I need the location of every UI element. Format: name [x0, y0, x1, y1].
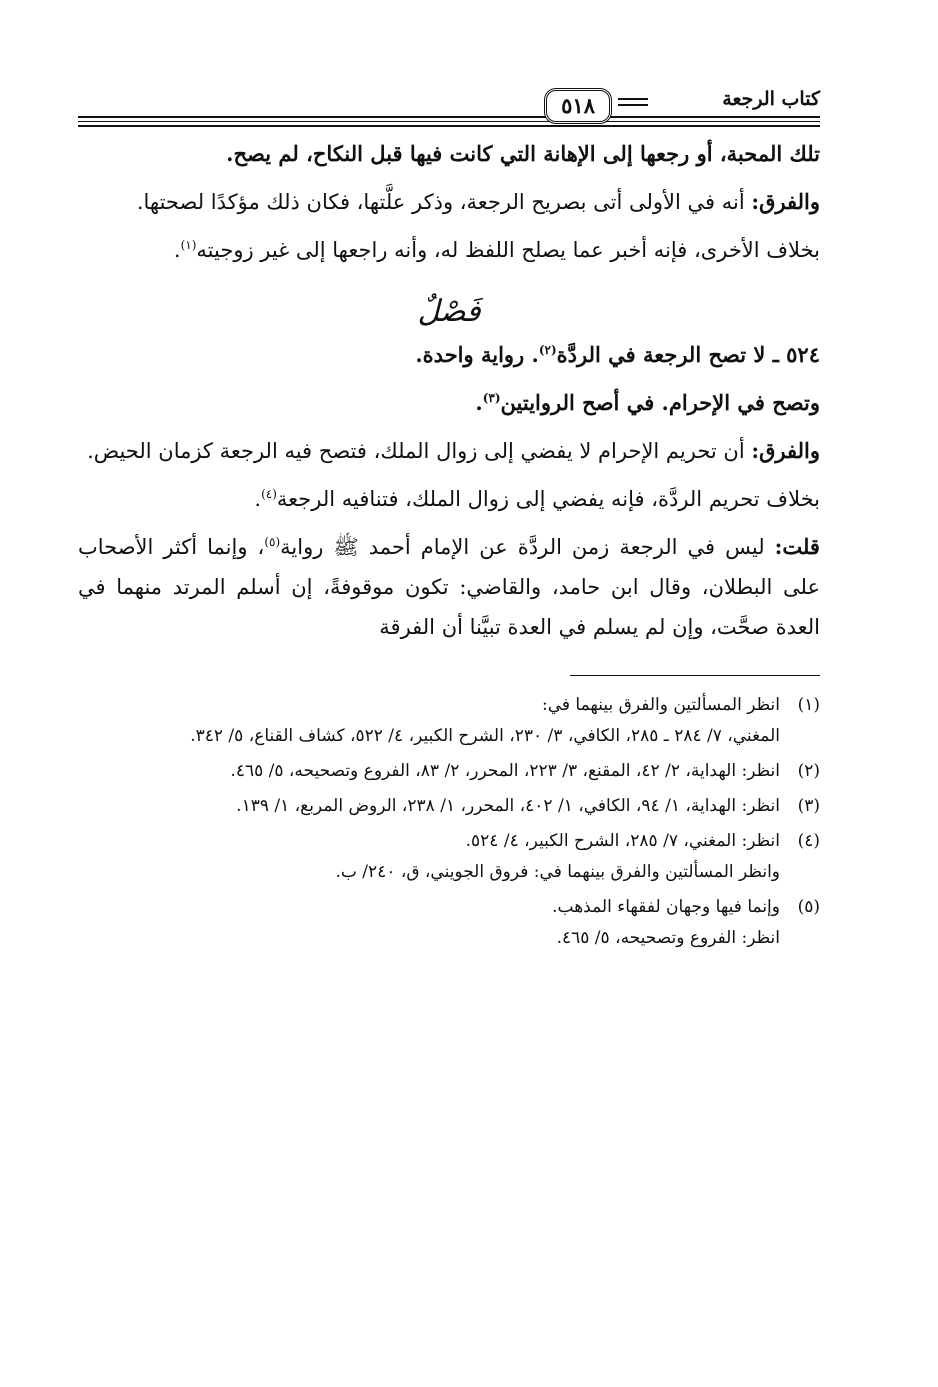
paragraph-lead: قلت: [774, 534, 820, 559]
paragraph [78, 134, 820, 174]
paragraph-end: . [254, 487, 262, 511]
footnote-marker: (٤) [261, 487, 277, 501]
footnote-number: (٢) [797, 761, 820, 781]
footnote-marker: (٣) [482, 391, 501, 405]
footnote-number: (٥) [797, 897, 820, 917]
footnote-line: وانظر المسألتين والفرق بينهما في: فروق الجويني، ق، ٢٤٠/ ب. [335, 862, 780, 882]
header-rule [78, 121, 820, 122]
header-ornament [618, 98, 648, 100]
paragraph-text: بخلاف تحريم الردَّة، فإنه يفضي إلى زوال الملك، فتنافيه الرجعة [276, 487, 820, 511]
footnotes [78, 690, 820, 954]
book-page [78, 80, 820, 958]
paragraph [78, 182, 820, 222]
paragraph [78, 431, 820, 471]
paragraph-text: وتصح في الإحرام. في أصح الروايتين [500, 390, 820, 415]
footnote [78, 892, 820, 954]
footnote [78, 690, 820, 752]
paragraph-lead: والفرق: [751, 189, 820, 214]
paragraph [78, 335, 820, 375]
footnote [78, 756, 820, 787]
footnote-line: انظر: المغني، ٧/ ٢٨٥، الشرح الكبير، ٤/ ٥٢٤. [465, 831, 780, 851]
paragraph-text: بخلاف الأخرى، فإنه أخبر عما يصلح اللفظ له، وأنه راجعها إلى غير زوجيته [196, 238, 820, 262]
page-number: ٥١٨ [544, 88, 612, 124]
paragraph-text: ٥٢٤ ـ لا تصح الرجعة في الردَّة [556, 342, 820, 367]
paragraph [78, 479, 820, 519]
paragraph-text: ليس في الرجعة زمن الردَّة عن الإمام أحمد ﷺ رواية [280, 535, 765, 559]
footnote-number: (٣) [797, 796, 820, 816]
footnote-line: المغني، ٧/ ٢٨٤ ـ ٢٨٥، الكافي، ٣/ ٢٣٠، الشرح الكبير، ٤/ ٥٢٢، كشاف القناع، ٥/ ٣٤٢. [190, 726, 780, 746]
header-ornament [618, 104, 648, 106]
footnote-marker: (٥) [264, 535, 281, 549]
section-heading: فَصْلٌ [417, 294, 481, 329]
paragraph-text: أنه في الأولى أتى بصريح الرجعة، وذكر علَّتها، فكان ذلك مؤكدًا لصحتها. [136, 190, 745, 214]
header-rule [78, 125, 820, 127]
footnote-separator [570, 675, 820, 676]
footnote-marker: (١) [180, 238, 197, 252]
footnote-number: (٤) [797, 831, 820, 851]
page-header [78, 80, 820, 126]
footnote-line: انظر المسألتين والفرق بينهما في: [542, 695, 780, 715]
footnote-line: انظر: الهداية، ١/ ٩٤، الكافي، ١/ ٤٠٢، المحرر، ١/ ٢٣٨، الروض المربع، ١/ ١٣٩. [236, 796, 780, 816]
footnote-line: وإنما فيها وجهان لفقهاء المذهب. [552, 897, 780, 917]
paragraph [78, 383, 820, 423]
footnote-number: (١) [797, 695, 820, 715]
paragraph-text: تلك المحبة، أو رجعها إلى الإهانة التي كانت فيها قبل النكاح، لم يصح. [226, 141, 820, 166]
footnote [78, 791, 820, 822]
header-rule [78, 116, 820, 118]
paragraph-lead: والفرق: [751, 438, 820, 463]
footnote-marker: (٢) [538, 343, 557, 357]
paragraph [78, 230, 820, 270]
paragraph-text: ، وإنما أكثر الأصحاب على البطلان، وقال ابن حامد، والقاضي: تكون موقوفةً، إن أسلم المرتد منهما في العدة صحَّت، وإن لم يسلم في العدة تبيَّنا أن الفرقة [78, 535, 820, 639]
paragraph-end: . رواية واحدة. [415, 342, 539, 367]
paragraph-end: . [173, 238, 181, 262]
running-title: كتاب الرجعة [722, 88, 820, 110]
footnote [78, 826, 820, 888]
paragraph [78, 527, 820, 647]
paragraph-text: أن تحريم الإحرام لا يفضي إلى زوال الملك، فتصح فيه الرجعة كزمان الحيض. [87, 439, 745, 463]
footnote-line: انظر: الفروع وتصحيحه، ٥/ ٤٦٥. [556, 928, 780, 948]
footnote-line: انظر: الهداية، ٢/ ٤٢، المقنع، ٣/ ٢٢٣، المحرر، ٢/ ٨٣، الفروع وتصحيحه، ٥/ ٤٦٥. [230, 761, 780, 781]
paragraph-end: . [475, 390, 483, 415]
